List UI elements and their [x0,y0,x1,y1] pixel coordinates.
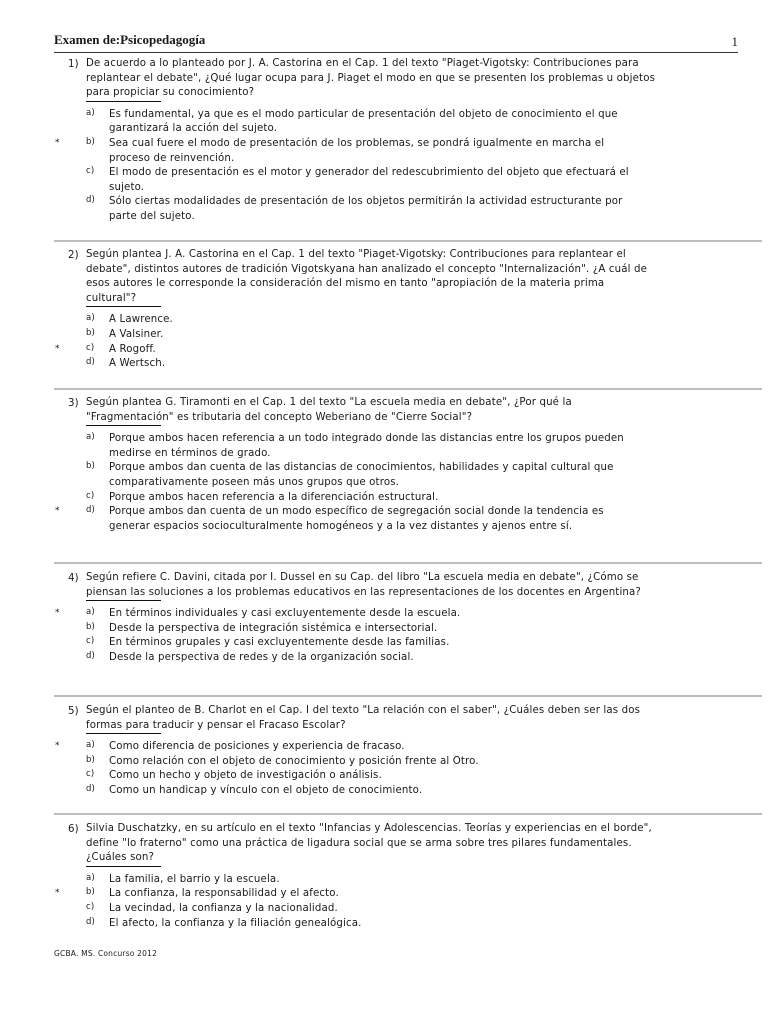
option-letter: c) [86,901,95,912]
option-letter: b) [86,136,96,147]
option-letter: b) [86,887,96,898]
option-text: Porque ambos dan cuenta de las distancias de conocimientos, habilidades y capital cultural que comparativamente poseen más unos grupos que otros. [109,462,614,488]
question-text: De acuerdo a lo planteado por J. A. Castorina en el Cap. 1 del texto "Piaget-Vigotsky: Contribuciones para replantear el debate", ¿Qué lugar ocupa para J. Piaget el modo en que se presenten los problemas u objetos para propiciar su conocimiento? [86,58,656,99]
option-letter: c) [86,342,95,353]
option-b[interactable] [86,622,629,637]
question-number: 1) [68,59,79,70]
option-letter: c) [86,636,95,647]
option-letter: a) [86,432,95,443]
option-letter: a) [86,872,95,883]
question-separator [54,813,762,815]
option-b[interactable] [86,461,629,490]
option-letter: d) [86,505,96,516]
option-text: A Wertsch. [109,358,166,370]
question-text: Según plantea J. A. Castorina en el Cap. 1 del texto "Piaget-Vigotsky: Contribuciones para replantear el debate", distintos autores de tradición Vigotskyana han analizado el concepto "Internalización". ¿A cuál de esos autores le corresponde la consideración del mismo en tanto "apropiación de la materia prima cultural"? [86,249,647,304]
option-text: La confianza, la responsabilidad y el afecto. [109,888,339,900]
question-text: Según el planteo de B. Charlot en el Cap. I del texto "La relación con el saber", ¿Cuáles deben ser las dos formas para traducir y pensar el Fracaso Escolar? [86,705,641,731]
option-d[interactable] [86,784,629,799]
option-text: Porque ambos dan cuenta de un modo específico de segregación social donde la tendencia es generar espacios socioculturalmente homogéneos y a la vez distantes y ajenos entre sí. [109,506,604,532]
option-letter: a) [86,740,95,751]
answer-mark: * [55,343,60,354]
option-text: Como un handicap y vínculo con el objeto de conocimiento. [109,784,423,796]
question-2 [54,248,734,372]
question-number: 3) [68,398,79,409]
question-separator [54,562,762,564]
option-text: A Lawrence. [109,314,173,326]
option-letter: b) [86,621,96,632]
option-text: El afecto, la confianza y la filiación genealógica. [109,917,362,929]
option-text: A Rogoff. [109,343,156,355]
answer-mark: * [55,888,60,899]
question-separator [54,388,762,390]
answer-mark: * [55,506,60,517]
option-a[interactable] [55,607,629,622]
option-text: Como relación con el objeto de conocimiento y posición frente al Otro. [109,755,479,767]
question-number: 5) [68,706,79,717]
option-a[interactable] [86,873,629,888]
question-text: Según refiere C. Davini, citada por I. Dussel en su Cap. del libro "La escuela media en debate", ¿Cómo se piensan las soluciones a los problemas educativos en las representaciones de los docentes en Argentina? [86,572,641,598]
question-5 [54,704,734,799]
option-c[interactable] [86,769,629,784]
option-d[interactable] [55,505,629,534]
option-text: Como un hecho y objeto de investigación o análisis. [109,770,382,782]
option-text: En términos individuales y casi excluyentemente desde la escuela. [109,608,461,620]
option-b[interactable] [55,887,629,902]
option-b[interactable] [86,755,629,770]
option-letter: d) [86,783,96,794]
option-a[interactable] [86,432,629,461]
question-3 [54,396,734,534]
option-c[interactable] [55,342,629,358]
question-underline [86,101,161,102]
question-number: 6) [68,824,79,835]
question-4 [54,571,734,666]
option-text: A Valsiner. [109,328,164,340]
answer-mark: * [55,137,60,148]
question-underline [86,425,161,426]
option-letter: a) [86,607,95,618]
page-header [54,30,738,53]
option-d[interactable] [86,651,629,666]
question-underline [86,733,161,734]
option-letter: b) [86,461,96,472]
option-text: Sólo ciertas modalidades de presentación de los objetos permitirán la actividad estructurante por parte del sujeto. [109,196,623,222]
answer-mark: * [55,608,60,619]
option-letter: b) [86,327,96,338]
option-c[interactable] [86,166,629,195]
option-text: El modo de presentación es el motor y generador del redescubrimiento del objeto que efectuará el sujeto. [109,167,629,193]
page-footer: GCBA. MS. Concurso 2012 [54,949,158,958]
option-letter: d) [86,916,96,927]
question-underline [86,866,161,867]
answer-mark: * [55,741,60,752]
option-letter: b) [86,754,96,765]
option-letter: d) [86,195,96,206]
option-b[interactable] [55,136,629,166]
question-6 [54,822,734,931]
option-c[interactable] [86,636,629,651]
option-d[interactable] [86,917,629,932]
option-text: Es fundamental, ya que es el modo particular de presentación del objeto de conocimiento el que garantizará la acción del sujeto. [109,108,618,135]
option-text: Como diferencia de posiciones y experiencia de fracaso. [109,741,405,753]
option-letter: d) [86,357,96,368]
option-text: Desde la perspectiva de integración sistémica e intersectorial. [109,622,438,634]
option-letter: a) [86,107,95,118]
option-c[interactable] [86,491,629,506]
question-number: 2) [68,250,79,261]
option-text: La familia, el barrio y la escuela. [109,873,280,885]
option-text: Porque ambos hacen referencia a la diferenciación estructural. [109,491,439,503]
option-letter: c) [86,490,95,501]
option-letter: a) [86,313,95,324]
question-text: Según plantea G. Tiramonti en el Cap. 1 del texto "La escuela media en debate", ¿Por qué la "Fragmentación" es tributaria del concepto Weberiano de "Cierre Social"? [86,397,572,423]
option-text: Sea cual fuere el modo de presentación de los problemas, se pondrá igualmente en marcha el proceso de reinvención. [109,137,605,164]
option-a[interactable] [86,108,629,137]
option-a[interactable] [55,740,629,755]
option-letter: d) [86,650,96,661]
option-b[interactable] [86,328,629,343]
question-underline [86,600,161,601]
question-number: 4) [68,573,79,584]
option-d[interactable] [86,195,629,224]
option-letter: c) [86,166,95,177]
question-underline [86,306,161,307]
option-text: Desde la perspectiva de redes y de la organización social. [109,651,414,663]
exam-title: Examen de:Psicopedagogía [54,32,206,47]
page-number: 1 [731,34,738,49]
option-text: La vecindad, la confianza y la nacionalidad. [109,902,338,914]
question-separator [54,240,762,242]
option-c[interactable] [86,902,629,917]
question-text: Silvia Duschatzky, en su artículo en el texto "Infancias y Adolescencias. Teorías y experiencias en el borde", define "lo fraterno" como una práctica de ligadura social que se arma sobre tres pilares fundamentales. ¿Cuáles son? [86,823,652,864]
question-1 [54,57,734,225]
option-d[interactable] [86,357,629,372]
option-text: En términos grupales y casi excluyentemente desde las familias. [109,637,450,649]
option-letter: c) [86,769,95,780]
option-text: Porque ambos hacen referencia a un todo integrado donde las distancias entre los grupos pueden medirse en términos de grado. [109,433,624,459]
option-a[interactable] [86,313,629,328]
question-separator [54,695,762,697]
